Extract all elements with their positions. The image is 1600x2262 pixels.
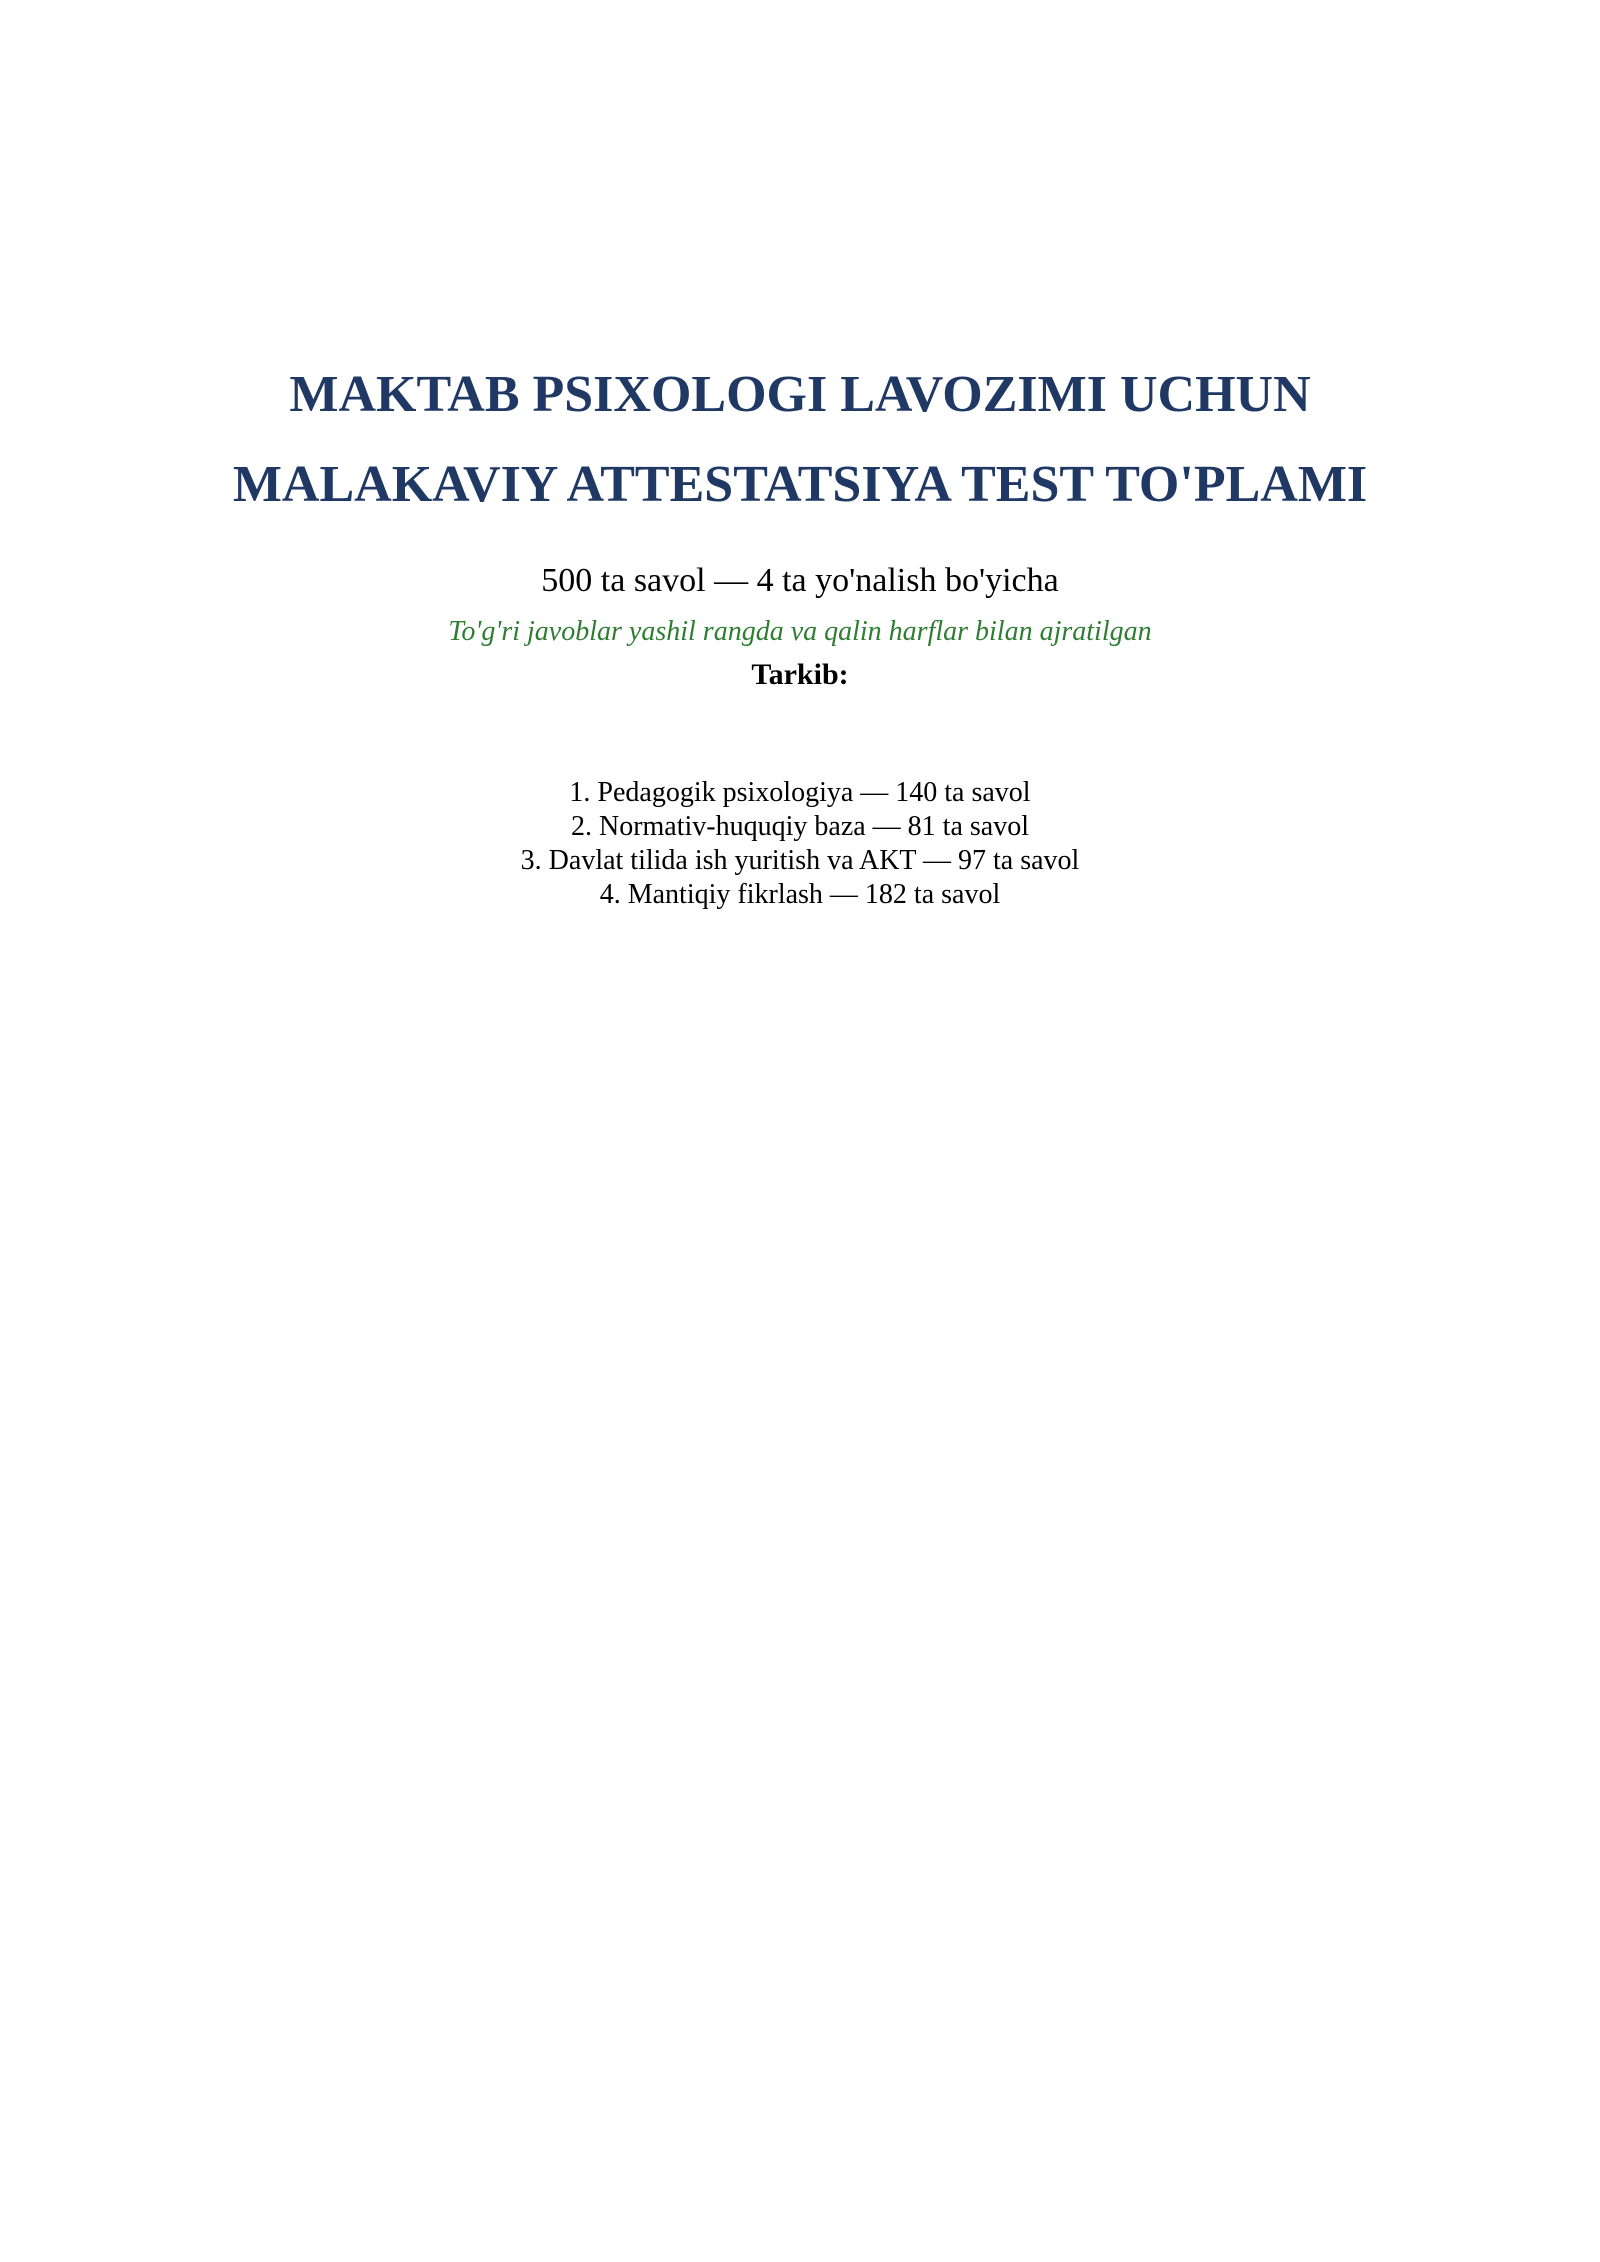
document-subtitle: 500 ta savol — 4 ta yo'nalish bo'yicha <box>541 562 1059 599</box>
document-title <box>0 350 1600 530</box>
contents-heading: Tarkib: <box>751 658 849 691</box>
correct-answers-note: To'g'ri javoblar yashil rangda va qalin harflar bilan ajratilgan <box>448 616 1152 647</box>
contents-item-2: 2. Normativ-huquqiy baza — 81 ta savol <box>570 811 1029 842</box>
contents-list <box>0 776 1600 912</box>
contents-item-1: 1. Pedagogik psixologiya — 140 ta savol <box>569 777 1031 808</box>
title-line-2: MALAKAVIY ATTESTATSIYA TEST TO'PLAMI <box>232 456 1368 513</box>
contents-item-4: 4. Mantiqiy fikrlash — 182 ta savol <box>599 879 1001 910</box>
title-line-1: MAKTAB PSIXOLOGI LAVOZIMI UCHUN <box>289 366 1311 423</box>
contents-item-3: 3. Davlat tilida ish yuritish va AKT — 97 ta savol <box>520 845 1080 876</box>
